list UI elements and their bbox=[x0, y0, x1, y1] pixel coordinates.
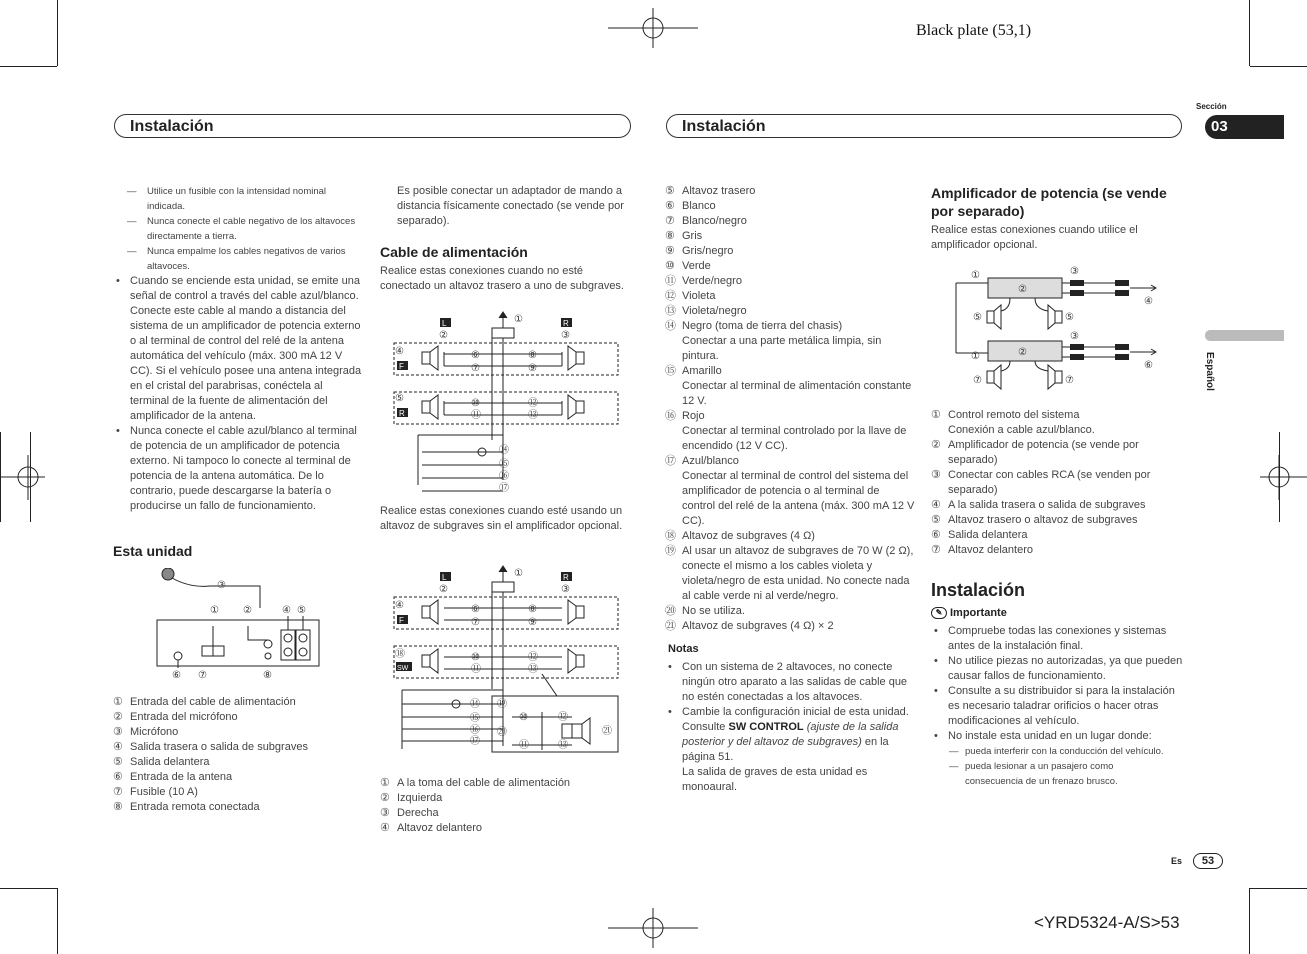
list-item: ③ Derecha bbox=[380, 807, 439, 819]
heading-esta-unidad: Esta unidad bbox=[113, 543, 193, 559]
callout-6: ⑥ bbox=[471, 350, 480, 361]
label-SW: SW bbox=[397, 665, 409, 672]
callout-20: ⑳ bbox=[497, 727, 507, 738]
language-tab: Español bbox=[1203, 352, 1215, 391]
crop-mark bbox=[0, 888, 57, 889]
callout-2b: ② bbox=[1018, 347, 1027, 358]
page-number: 53 bbox=[1201, 855, 1215, 867]
wiring-diagram-1 bbox=[392, 310, 622, 495]
list-item: ⑬ Violeta/negro bbox=[665, 305, 747, 317]
callout-7: ⑦ bbox=[973, 375, 982, 386]
callout-3: ③ bbox=[561, 330, 570, 341]
list-item: ⑦ Blanco/negro bbox=[665, 215, 747, 227]
crop-mark bbox=[0, 66, 57, 67]
callout-1b: ① bbox=[971, 351, 980, 362]
callout-7: ⑦ bbox=[471, 617, 480, 628]
label-R-rear: R bbox=[399, 409, 405, 418]
col2-para2: Realice estas conexiones cuando esté usando un altavoz de subgraves sin el amplificador opcional. bbox=[380, 505, 623, 532]
list-item: ⑲ Al usar un altavoz de subgraves de 70 W (2 Ω), conecte el mismo a los cables violeta y violeta/negro de esta unidad. No conecte nada al cable verde ni al verde/negro. bbox=[665, 545, 914, 602]
callout-6: ⑥ bbox=[172, 670, 181, 681]
language-tab-bar bbox=[1205, 330, 1284, 341]
callout-2: ② bbox=[439, 584, 448, 595]
list-item: ⑥ Salida delantera bbox=[931, 529, 1028, 541]
list-item: • Nunca conecte el cable azul/blanco al terminal de potencia de un amplificador de potencia externo. Ni tampoco lo conecte al terminal de potencia de la antena automática. De lo contrario, puede descargarse la batería o producirse un fallo de funcionamiento. bbox=[113, 424, 363, 514]
list-item: ⑱ Altavoz de subgraves (4 Ω) bbox=[665, 530, 815, 542]
list-item: • Compruebe todas las conexiones y sistemas antes de la instalación final. bbox=[931, 624, 1183, 654]
callout-3b: ③ bbox=[1070, 331, 1079, 342]
list-item: ⑳ No se utiliza. bbox=[665, 605, 745, 617]
callout-4: ④ bbox=[395, 600, 404, 611]
callout-8: ⑧ bbox=[528, 604, 537, 615]
unit-rear-diagram bbox=[150, 568, 330, 683]
registration-mark-top bbox=[608, 8, 698, 48]
list-item: ④ A la salida trasera o salida de subgraves bbox=[931, 499, 1146, 511]
label-F: F bbox=[399, 616, 404, 625]
callout-8: ⑧ bbox=[263, 670, 272, 681]
callout-15: ⑮ bbox=[499, 459, 509, 470]
callout-4: ④ bbox=[282, 605, 291, 616]
callout-1: ① bbox=[210, 605, 219, 616]
list-item: — pueda interferir con la conducción del vehículo. bbox=[931, 744, 1167, 759]
label-F: F bbox=[399, 362, 404, 371]
callout-10b: ⑩ bbox=[519, 712, 528, 723]
callout-11: ⑪ bbox=[471, 410, 481, 421]
callout-6: ⑥ bbox=[471, 604, 480, 615]
list-item: ⑭ Negro (toma de tierra del chasis) Conectar a una parte metálica limpia, sin pintura. bbox=[665, 320, 882, 362]
crop-mark bbox=[1249, 0, 1250, 66]
callout-12b: ⑫ bbox=[558, 712, 568, 723]
callout-14: ⑭ bbox=[470, 699, 480, 710]
callout-3: ③ bbox=[561, 584, 570, 595]
callout-13b: ⑬ bbox=[558, 740, 568, 751]
list-item: ④ Salida trasera o salida de subgraves bbox=[113, 741, 308, 753]
list-item: • Con un sistema de 2 altavoces, no conecte ningún otro aparato a las salidas de cable que no estén conectadas a los altavoces. bbox=[665, 660, 915, 705]
list-item: • Cambie la configuración inicial de esta unidad. Consulte SW CONTROL (ajuste de la salida posterior y del altavoz de subgraves) en la página 51. La salida de graves de esta unidad es monoaural. bbox=[665, 705, 915, 795]
page-number-badge bbox=[1193, 853, 1223, 869]
callout-19: ⑲ bbox=[497, 699, 507, 710]
notes-list bbox=[665, 660, 915, 795]
list-item: ⑧ Entrada remota conectada bbox=[113, 801, 260, 813]
callout-17: ⑰ bbox=[499, 483, 509, 494]
callout-16: ⑯ bbox=[470, 725, 480, 736]
list-item: ① Entrada del cable de alimentación bbox=[113, 696, 296, 708]
callout-12: ⑫ bbox=[528, 652, 538, 663]
section-number-tab bbox=[1205, 115, 1284, 139]
installation-bullets bbox=[931, 624, 1183, 744]
list-item: — Nunca conecte el cable negativo de los altavoces directamente a tierra. bbox=[113, 214, 363, 244]
callout-11: ⑪ bbox=[471, 664, 481, 675]
callout-1: ① bbox=[514, 568, 523, 579]
list-item: ④ Altavoz delantero bbox=[380, 822, 482, 834]
callout-7: ⑦ bbox=[198, 670, 207, 681]
label-R: R bbox=[563, 319, 569, 328]
callout-5: ⑤ bbox=[395, 393, 404, 404]
callout-8: ⑧ bbox=[528, 350, 537, 361]
list-item: ⑤ Altavoz trasero bbox=[665, 185, 756, 197]
esta-unidad-legend bbox=[113, 695, 363, 815]
crop-mark bbox=[1250, 66, 1307, 67]
list-item: — pueda lesionar a un pasajero como consecuencia de un frenazo brusco. bbox=[931, 759, 1167, 789]
list-item: ㉑ Altavoz de subgraves (4 Ω) × 2 bbox=[665, 620, 834, 632]
list-item: ⑤ Salida delantera bbox=[113, 756, 210, 768]
callout-1: ① bbox=[514, 314, 523, 325]
callout-4: ④ bbox=[395, 346, 404, 357]
crop-mark bbox=[1250, 888, 1307, 889]
callout-13: ⑬ bbox=[528, 410, 538, 421]
list-item: • No utilice piezas no autorizadas, ya que pueden causar fallos de funcionamiento. bbox=[931, 654, 1183, 684]
notes-heading: Notas bbox=[668, 643, 699, 655]
col2-intro: Es posible conectar un adaptador de mando a distancia físicamente conectado (se vende por separado). bbox=[397, 185, 624, 227]
caution-dashes bbox=[113, 184, 363, 274]
list-item: ⑥ Entrada de la antena bbox=[113, 771, 233, 783]
footer-lang: Es bbox=[1171, 856, 1183, 866]
registration-mark-right bbox=[1260, 455, 1307, 500]
callout-12: ⑫ bbox=[528, 398, 538, 409]
list-item: ⑥ Blanco bbox=[665, 200, 716, 212]
list-item: ⑩ Verde bbox=[665, 260, 711, 272]
list-item: ⑦ Altavoz delantero bbox=[931, 544, 1033, 556]
bullet-list bbox=[113, 274, 363, 514]
callout-10: ⑩ bbox=[471, 652, 480, 663]
callout-6: ⑥ bbox=[1144, 360, 1153, 371]
heading-instalacion: Instalación bbox=[931, 580, 1026, 600]
wire-color-legend bbox=[665, 184, 915, 634]
important-label: Importante bbox=[950, 607, 1007, 619]
important-icon: ✎ bbox=[931, 607, 947, 619]
callout-7b: ⑦ bbox=[1065, 375, 1074, 386]
list-item: ⑦ Fusible (10 A) bbox=[113, 786, 198, 798]
list-item: ⑨ Gris/negro bbox=[665, 245, 734, 257]
registration-mark-left bbox=[0, 455, 45, 500]
list-item: ⑮ Amarillo Conectar al terminal de alimentación constante 12 V. bbox=[665, 365, 912, 407]
callout-21: ㉑ bbox=[602, 726, 612, 737]
crop-mark bbox=[1249, 888, 1250, 954]
list-item: ⑯ Rojo Conectar al terminal controlado por la llave de encendido (12 V CC). bbox=[665, 410, 907, 452]
crop-mark bbox=[57, 888, 58, 954]
callout-2: ② bbox=[439, 330, 448, 341]
callout-17: ⑰ bbox=[470, 736, 480, 747]
list-item: ② Izquierda bbox=[380, 792, 443, 804]
list-item: ⑰ Azul/blanco Conectar al terminal de control del sistema del amplificador de potencia o al terminal de control del relé de la antena (máx. 300 mA 12 V CC). bbox=[665, 455, 915, 527]
callout-3: ③ bbox=[1070, 266, 1079, 277]
callout-5: ⑤ bbox=[973, 312, 982, 323]
callout-9: ⑨ bbox=[528, 617, 537, 628]
callout-18: ⑱ bbox=[395, 649, 405, 660]
callout-9: ⑨ bbox=[528, 363, 537, 374]
plate-label: Black plate (53,1) bbox=[916, 22, 1032, 39]
label-L: L bbox=[442, 319, 447, 328]
callout-1: ① bbox=[971, 270, 980, 281]
list-item: ① Control remoto del sistema Conexión a cable azul/blanco. bbox=[931, 409, 1095, 436]
list-item: ⑤ Altavoz trasero o altavoz de subgraves bbox=[931, 514, 1138, 526]
crop-mark bbox=[57, 0, 58, 66]
callout-7: ⑦ bbox=[471, 363, 480, 374]
list-item: ⑪ Verde/negro bbox=[665, 275, 742, 287]
callout-15: ⑮ bbox=[470, 713, 480, 724]
callout-11b: ⑪ bbox=[519, 740, 529, 751]
label-L: L bbox=[442, 573, 447, 582]
list-item: ① A la toma del cable de alimentación bbox=[380, 777, 571, 789]
cable-legend bbox=[380, 776, 630, 836]
section-title-right: Instalación bbox=[666, 114, 1182, 138]
list-item: • Cuando se enciende esta unidad, se emite una señal de control a través del cable azul/blanco. Conecte este cable al mando a distancia del sistema de un amplificador de potencia externo o al terminal de control del relé de la antena automática del vehículo (máx. 300 mA 12 V CC). Si el vehículo posee una antena integrada en el cristal del parabrisas, conéctela al terminal de la fuente de alimentación del amplificador de la antena. bbox=[113, 274, 363, 424]
callout-5b: ⑤ bbox=[1065, 312, 1074, 323]
important-row bbox=[931, 607, 1007, 619]
callout-5: ⑤ bbox=[297, 605, 306, 616]
callout-10: ⑩ bbox=[471, 398, 480, 409]
list-item: • No instale esta unidad en un lugar donde: bbox=[931, 729, 1183, 744]
col1 bbox=[113, 184, 363, 514]
list-item: ② Amplificador de potencia (se vende por separado) bbox=[931, 439, 1139, 466]
list-item: ② Entrada del micrófono bbox=[113, 711, 238, 723]
list-item: ③ Micrófono bbox=[113, 726, 179, 738]
list-item: • Consulte a su distribuidor si para la instalación es necesario taladrar orificios o hacer otras modificaciones al vehículo. bbox=[931, 684, 1183, 729]
col4-para: Realice estas conexiones cuando utilice el amplificador opcional. bbox=[931, 224, 1138, 251]
section-number: 03 bbox=[1211, 118, 1228, 135]
wiring-diagram-2 bbox=[392, 564, 622, 754]
list-item: ⑧ Gris bbox=[665, 230, 703, 242]
callout-2: ② bbox=[1018, 284, 1027, 295]
list-item: — Utilice un fusible con la intensidad nominal indicada. bbox=[113, 184, 363, 214]
amplifier-legend bbox=[931, 408, 1183, 558]
list-item: ⑫ Violeta bbox=[665, 290, 716, 302]
list-item: — Nunca empalme los cables negativos de varios altavoces. bbox=[113, 244, 363, 274]
callout-3: ③ bbox=[217, 580, 226, 591]
footer-code: <YRD5324-A/S>53 bbox=[1034, 913, 1180, 932]
section-label: Sección bbox=[1196, 102, 1227, 111]
callout-13: ⑬ bbox=[528, 664, 538, 675]
registration-mark-bottom bbox=[608, 908, 698, 948]
label-R: R bbox=[563, 573, 569, 582]
heading-cable-alimentacion: Cable de alimentación bbox=[380, 244, 528, 260]
callout-4: ④ bbox=[1144, 296, 1153, 307]
list-item: ③ Conectar con cables RCA (se venden por separado) bbox=[931, 469, 1151, 496]
callout-2: ② bbox=[243, 605, 252, 616]
installation-dashes bbox=[931, 744, 1167, 789]
col2-para1: Realice estas conexiones cuando no esté conectado un altavoz trasero a uno de subgraves. bbox=[380, 265, 624, 292]
callout-14: ⑭ bbox=[499, 445, 509, 456]
callout-16: ⑯ bbox=[499, 471, 509, 482]
heading-amplificador: Amplificador de potencia (se vende por separado) bbox=[931, 185, 1167, 219]
sw-control-label: SW CONTROL bbox=[728, 721, 804, 733]
amplifier-diagram bbox=[955, 263, 1165, 393]
section-title-left: Instalación bbox=[114, 114, 631, 138]
